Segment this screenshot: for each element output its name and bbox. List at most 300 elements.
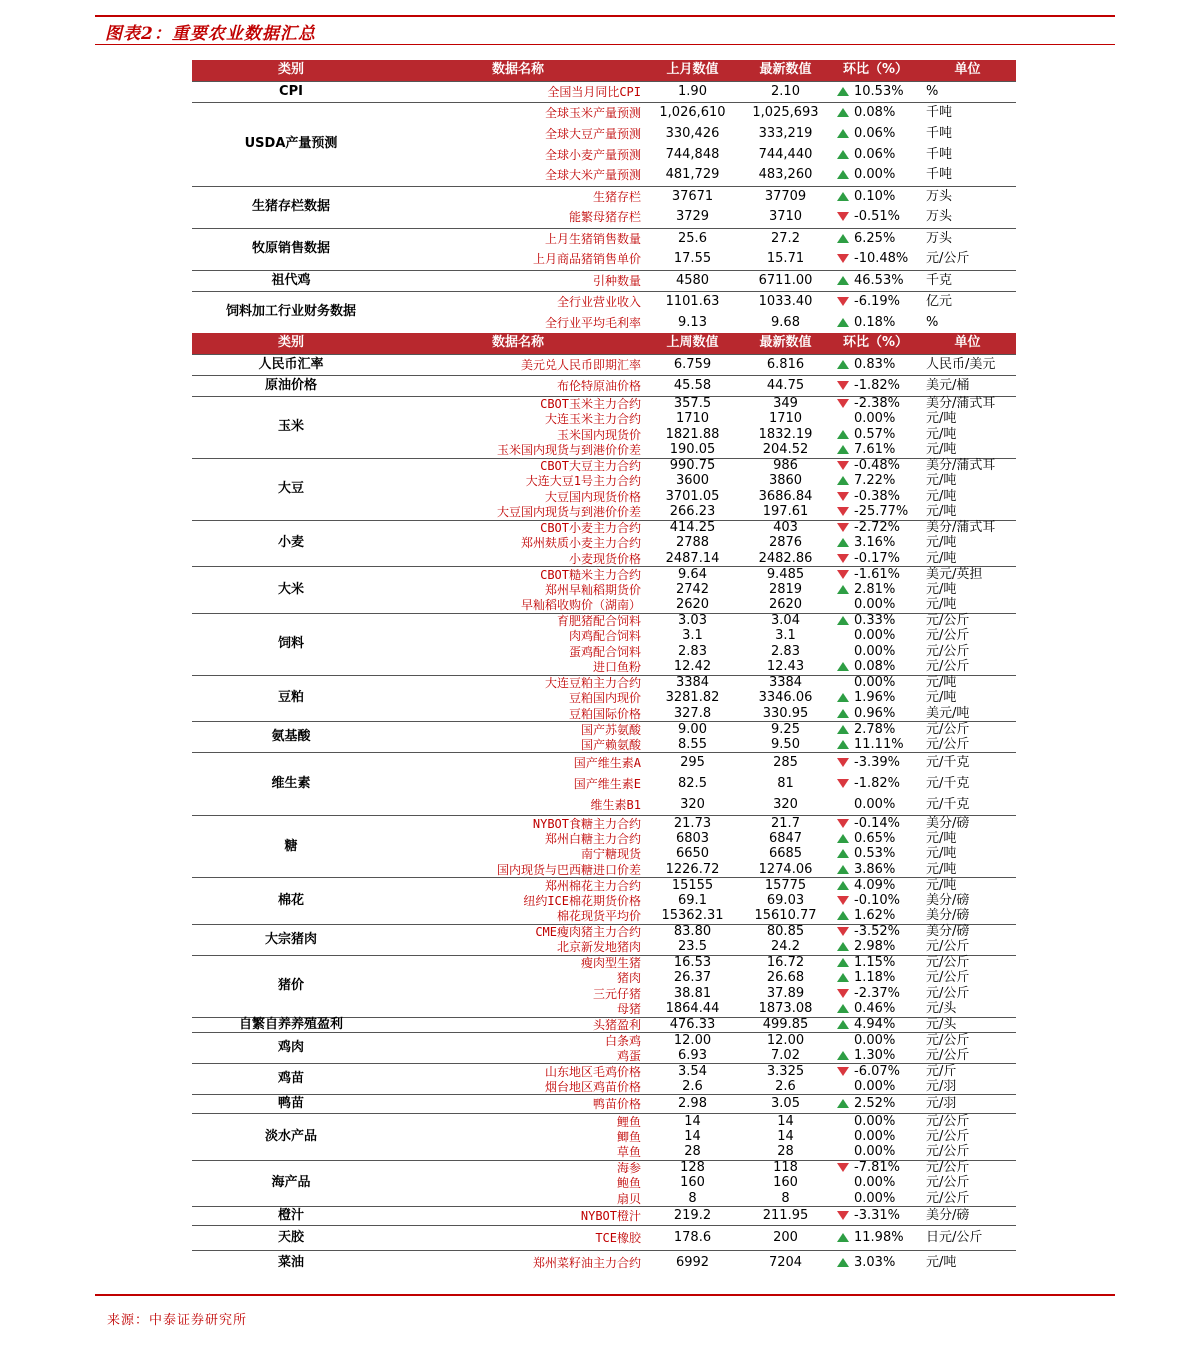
row-latest-value: 2.83 [771, 643, 800, 659]
row-unit: 美分/蒲式耳 [919, 520, 1016, 536]
row-change-cell [832, 722, 919, 738]
row-unit: 元/吨 [926, 581, 957, 597]
up-triangle-icon [836, 233, 850, 244]
row-unit: 元/公斤 [926, 643, 970, 659]
row-change-value: 0.00% [854, 643, 896, 659]
row-data-name: 郑州菜籽油主力合约 [390, 1251, 646, 1276]
row-prev-value: 160 [680, 1175, 705, 1191]
row-data-name: 大连豆粕主力合约 [390, 675, 646, 691]
row-prev-value: 6803 [675, 830, 710, 846]
row-data-name: 棉花现货平均价 [556, 909, 641, 923]
row-data-name: 国产赖氨酸 [580, 737, 641, 752]
row-category: 橙汁 [192, 1207, 390, 1226]
table-row [192, 102, 1016, 123]
row-latest-value: 26.68 [766, 970, 805, 986]
down-triangle-icon [836, 398, 850, 409]
row-change-value: 11.98% [854, 1230, 904, 1245]
row-prev-value: 9.64 [646, 567, 739, 583]
up-triangle-icon [836, 128, 850, 139]
row-change-value: 0.00% [854, 675, 896, 690]
row-unit: 元/公斤 [926, 1128, 970, 1144]
row-prev-value: 1,026,610 [646, 102, 739, 123]
row-prev-value: 3729 [675, 209, 710, 225]
row-change-value: -2.37% [854, 985, 900, 1001]
row-change-cell [832, 924, 919, 940]
row-latest-value: 2482.86 [758, 550, 813, 566]
down-triangle-icon [836, 757, 850, 768]
row-data-name: 国产维生素A [390, 753, 646, 774]
row-unit: 元/吨 [926, 690, 957, 706]
row-latest-value: 320 [773, 796, 798, 812]
row-change-value: 6.25% [854, 230, 896, 246]
row-data-name: CME瘦肉猪主力合约 [390, 924, 646, 940]
row-change-cell [832, 774, 919, 795]
row-change-cell [832, 1207, 919, 1226]
row-prev-value: 2.98 [646, 1095, 739, 1114]
row-change-value: 0.00% [854, 1128, 896, 1144]
row-latest-value: 2.6 [775, 1078, 796, 1094]
row-latest-value: 2620 [768, 597, 803, 612]
row-change-cell [832, 396, 919, 412]
row-latest-value: 6685 [768, 846, 803, 862]
row-prev-value: 1821.88 [665, 426, 720, 442]
row-latest-value: 12.00 [739, 1033, 832, 1049]
row-unit: 元/公斤 [926, 1175, 970, 1191]
row-change-value: 0.06% [854, 146, 896, 162]
row-unit: 美分/磅 [919, 924, 1016, 940]
row-prev-value: 12.00 [646, 1033, 739, 1049]
row-data-name: 肉鸡配合饲料 [568, 629, 641, 644]
row-latest-value: 333,219 [758, 125, 813, 141]
row-change-cell [832, 909, 919, 925]
row-category: 棉花 [192, 878, 390, 925]
row-change-value: 10.53% [854, 83, 904, 99]
up-triangle-icon [836, 880, 850, 891]
row-prev-value: 128 [646, 1160, 739, 1176]
down-triangle-icon [836, 211, 850, 222]
row-data-name: 鲫鱼 [616, 1129, 641, 1144]
header-prev-value: 上月数值 [646, 60, 739, 81]
row-latest-value: 3384 [739, 675, 832, 691]
up-triangle-icon [836, 1257, 850, 1268]
row-data-name: 育肥猪配合饲料 [390, 613, 646, 629]
table-row [192, 613, 1016, 629]
row-prev-value: 2620 [675, 597, 710, 612]
down-triangle-icon [836, 380, 850, 391]
row-category: 天胶 [192, 1226, 390, 1251]
row-data-name: 国产苏氨酸 [390, 722, 646, 738]
row-latest-value: 204.52 [762, 442, 809, 457]
row-data-name: 山东地区毛鸡价格 [390, 1064, 646, 1080]
row-prev-value: 3.54 [646, 1064, 739, 1080]
row-unit: 千吨 [926, 146, 953, 162]
row-prev-value: 14 [684, 1128, 701, 1144]
row-change-cell [832, 598, 919, 614]
up-triangle-icon [836, 941, 850, 952]
row-change-value: 2.81% [854, 581, 896, 597]
row-unit: 元/公斤 [926, 1190, 970, 1206]
row-prev-value: 28 [684, 1144, 701, 1159]
row-unit: 元/吨 [926, 535, 957, 551]
row-change-cell [832, 831, 919, 847]
up-triangle-icon [836, 833, 850, 844]
row-prev-value: 3701.05 [665, 488, 720, 504]
row-unit: 元/吨 [926, 488, 957, 504]
row-change-cell [832, 1145, 919, 1161]
blank-indicator [836, 1193, 850, 1204]
down-triangle-icon [836, 778, 850, 789]
blank-indicator [836, 1177, 850, 1188]
row-prev-value: 2788 [675, 535, 710, 551]
row-prev-value: 12.42 [673, 659, 712, 674]
row-unit: % [919, 81, 1016, 102]
row-latest-value: 8 [781, 1190, 790, 1206]
row-change-value: -1.61% [854, 566, 900, 582]
row-unit: 美分/磅 [919, 816, 1016, 832]
blank-indicator [836, 630, 850, 641]
row-data-name: 三元仔猪 [592, 986, 641, 1001]
row-category: 氨基酸 [192, 722, 390, 753]
row-change-cell [832, 816, 919, 832]
row-unit: 元/斤 [919, 1064, 1016, 1080]
row-prev-value: 6.759 [646, 354, 739, 375]
table-row [192, 520, 1016, 536]
row-change-value: 0.53% [854, 846, 896, 862]
row-change-cell [832, 291, 919, 312]
row-data-name: 烟台地区鸡苗价格 [544, 1079, 641, 1094]
row-category: 小麦 [192, 520, 390, 567]
row-change-cell [832, 412, 919, 428]
up-triangle-icon [836, 724, 850, 735]
row-unit: 元/羽 [926, 1078, 957, 1094]
table-row [192, 753, 1016, 774]
row-category: 自繁自养养殖盈利 [192, 1017, 390, 1033]
row-latest-value: 3.325 [739, 1064, 832, 1080]
up-triangle-icon [836, 910, 850, 921]
table-row [192, 186, 1016, 207]
row-unit: 元/吨 [926, 411, 957, 427]
row-prev-value: 1864.44 [665, 1001, 720, 1016]
row-latest-value: 27.2 [739, 228, 832, 249]
row-data-name: 生猪存栏 [390, 186, 646, 207]
down-triangle-icon [836, 1066, 850, 1077]
row-prev-value: 8.55 [678, 736, 707, 752]
row-data-name: 大连大豆1号主力合约 [525, 474, 641, 489]
row-prev-value: 4580 [646, 270, 739, 291]
row-latest-value: 21.7 [739, 816, 832, 832]
row-category: 牧原销售数据 [192, 228, 390, 270]
row-unit: 元/吨 [926, 504, 957, 519]
row-prev-value: 21.73 [646, 816, 739, 832]
row-change-value: 0.00% [854, 1078, 896, 1094]
row-prev-value: 219.2 [646, 1207, 739, 1226]
row-change-cell [832, 1176, 919, 1192]
up-triangle-icon [836, 359, 850, 370]
row-latest-value: 3.04 [739, 613, 832, 629]
up-triangle-icon [836, 537, 850, 548]
row-unit: 元/公斤 [919, 613, 1016, 629]
table-row [192, 816, 1016, 832]
row-latest-value: 37.89 [766, 985, 805, 1001]
row-unit: 千吨 [919, 102, 1016, 123]
row-change-cell [832, 582, 919, 598]
row-unit: 元/吨 [926, 442, 957, 457]
row-change-value: -3.39% [854, 755, 900, 771]
up-triangle-icon [836, 864, 850, 875]
row-data-name: 鸡蛋 [616, 1048, 641, 1063]
down-triangle-icon [836, 491, 850, 502]
row-data-name: 母猪 [616, 1002, 641, 1016]
row-change-value: -2.38% [854, 396, 900, 411]
down-triangle-icon [836, 1210, 850, 1221]
row-data-name: 北京新发地猪肉 [556, 940, 641, 954]
row-change-value: 0.96% [854, 705, 896, 721]
row-data-name: CBOT小麦主力合约 [390, 520, 646, 536]
row-change-value: 0.00% [854, 628, 896, 644]
row-latest-value: 403 [739, 520, 832, 536]
row-data-name: 白条鸡 [390, 1033, 646, 1049]
row-data-name: 维生素B1 [590, 797, 641, 812]
row-unit: 元/吨 [926, 550, 957, 566]
header-category: 类别 [192, 333, 390, 354]
row-change-cell [832, 249, 919, 270]
blank-indicator [836, 413, 850, 424]
row-category: USDA产量预测 [192, 102, 390, 186]
row-change-value: 1.30% [854, 1047, 896, 1063]
row-latest-value: 160 [773, 1175, 798, 1191]
up-triangle-icon [836, 615, 850, 626]
row-prev-value: 357.5 [646, 396, 739, 412]
down-triangle-icon [836, 522, 850, 533]
row-data-name: 郑州棉花主力合约 [390, 878, 646, 894]
row-prev-value: 14 [646, 1114, 739, 1130]
row-change-cell [832, 505, 919, 521]
down-triangle-icon [836, 506, 850, 517]
row-category: 玉米 [192, 396, 390, 458]
row-category: 饲料 [192, 613, 390, 675]
row-category: 猪价 [192, 955, 390, 1017]
up-triangle-icon [836, 1019, 850, 1030]
up-triangle-icon [836, 149, 850, 160]
down-triangle-icon [836, 895, 850, 906]
row-latest-value: 1710 [768, 411, 803, 427]
row-prev-value: 15155 [646, 878, 739, 894]
row-change-cell [832, 144, 919, 165]
row-change-value: 2.98% [854, 939, 896, 954]
row-latest-value: 16.72 [739, 955, 832, 971]
row-latest-value: 15.71 [766, 251, 805, 267]
row-unit: 万头 [919, 228, 1016, 249]
row-unit: 元/千克 [926, 776, 970, 791]
table-row [192, 722, 1016, 738]
row-unit: % [926, 314, 939, 330]
row-prev-value: 1.90 [646, 81, 739, 102]
up-triangle-icon [836, 739, 850, 750]
row-data-name: 布伦特原油价格 [390, 375, 646, 396]
row-unit: 万头 [926, 209, 953, 225]
row-change-cell [832, 458, 919, 474]
row-unit: 美分/蒲式耳 [919, 458, 1016, 474]
row-change-cell [832, 489, 919, 505]
row-change-cell [832, 1251, 919, 1276]
header-unit: 单位 [919, 333, 1016, 354]
row-prev-value: 990.75 [646, 458, 739, 474]
header-data-name: 数据名称 [390, 60, 646, 81]
blank-indicator [836, 599, 850, 610]
up-triangle-icon [836, 972, 850, 983]
row-unit: 千吨 [926, 125, 953, 141]
up-triangle-icon [836, 1232, 850, 1243]
up-triangle-icon [836, 444, 850, 455]
row-prev-value: 9.13 [678, 314, 707, 330]
title-rule [95, 44, 1115, 45]
row-unit: 元/公斤 [926, 251, 970, 267]
row-latest-value: 80.85 [739, 924, 832, 940]
row-change-value: 0.00% [854, 1032, 896, 1048]
row-data-name: 全球小麦产量预测 [544, 147, 641, 162]
row-unit: 元/公斤 [919, 1160, 1016, 1176]
row-change-cell [832, 536, 919, 552]
row-data-name: 郑州麸质小麦主力合约 [520, 536, 641, 551]
row-change-value: 0.57% [854, 426, 896, 442]
row-category: 大米 [192, 567, 390, 614]
source-note: 来源：中泰证券研究所 [107, 1313, 248, 1328]
row-data-name: 国产维生素E [573, 777, 641, 791]
row-prev-value: 295 [646, 753, 739, 774]
row-change-value: -1.82% [854, 377, 900, 393]
row-latest-value: 14 [739, 1114, 832, 1130]
row-latest-value: 37709 [739, 186, 832, 207]
table-row [192, 675, 1016, 691]
row-prev-value: 6992 [646, 1251, 739, 1276]
row-prev-value: 1101.63 [646, 291, 739, 312]
down-triangle-icon [836, 569, 850, 580]
table-row [192, 878, 1016, 894]
row-data-name: 玉米国内现货与到港价价差 [496, 443, 641, 457]
row-category: 大宗猪肉 [192, 924, 390, 955]
row-data-name: 扇贝 [616, 1191, 641, 1206]
table-row [192, 1160, 1016, 1176]
row-prev-value: 69.1 [678, 892, 707, 908]
row-unit: 元/公斤 [926, 1144, 970, 1159]
row-latest-value: 285 [739, 753, 832, 774]
row-latest-value: 7.02 [771, 1047, 800, 1063]
row-prev-value: 23.5 [678, 939, 707, 954]
row-latest-value: 28 [777, 1144, 794, 1159]
row-unit: 美元/英担 [919, 567, 1016, 583]
row-change-cell [832, 629, 919, 645]
row-change-value: 7.61% [854, 442, 896, 457]
row-unit: 元/千克 [919, 753, 1016, 774]
row-unit: 元/公斤 [926, 1047, 970, 1063]
row-unit: 亿元 [919, 291, 1016, 312]
row-change-cell [832, 474, 919, 490]
row-data-name: 豆粕国际价格 [568, 706, 641, 721]
row-change-value: -0.17% [854, 550, 900, 566]
blank-indicator [836, 1035, 850, 1046]
row-change-cell [832, 165, 919, 186]
row-latest-value: 3.05 [739, 1095, 832, 1114]
row-prev-value: 3.03 [646, 613, 739, 629]
row-change-cell [832, 1114, 919, 1130]
row-category: 淡水产品 [192, 1114, 390, 1161]
row-unit: 元/公斤 [919, 1114, 1016, 1130]
row-prev-value: 82.5 [678, 776, 707, 791]
row-latest-value: 3.1 [775, 628, 796, 644]
table-header-row [192, 60, 1016, 81]
row-latest-value: 197.61 [762, 504, 809, 519]
row-change-value: 0.18% [854, 314, 896, 330]
row-prev-value: 266.23 [669, 504, 716, 519]
row-data-name: 全国当月同比CPI [390, 81, 646, 102]
up-triangle-icon [836, 1098, 850, 1109]
row-unit: 元/吨 [926, 426, 957, 442]
row-data-name: 头猪盈利 [390, 1017, 646, 1033]
up-triangle-icon [836, 848, 850, 859]
table-row [192, 396, 1016, 412]
row-unit: 元/公斤 [919, 722, 1016, 738]
row-change-cell [832, 675, 919, 691]
table-row [192, 1251, 1016, 1276]
row-unit: 元/公斤 [926, 970, 970, 986]
row-data-name: NYBOT食糖主力合约 [390, 816, 646, 832]
table-header-row [192, 333, 1016, 354]
row-change-cell [832, 1129, 919, 1145]
row-data-name: 引种数量 [390, 270, 646, 291]
row-latest-value: 12.43 [766, 659, 805, 674]
row-change-value: -6.19% [854, 293, 900, 309]
header-change: 环比（%） [832, 60, 919, 81]
row-change-value: 3.03% [854, 1255, 896, 1271]
table-row [192, 291, 1016, 312]
row-latest-value: 483,260 [758, 167, 813, 183]
agri-data-table [192, 60, 1016, 1276]
row-latest-value: 200 [739, 1226, 832, 1251]
row-unit: 元/吨 [926, 473, 957, 489]
down-triangle-icon [836, 988, 850, 999]
row-change-cell [832, 270, 919, 291]
row-prev-value: 8 [688, 1190, 697, 1206]
row-latest-value: 6847 [768, 830, 803, 846]
blank-indicator [836, 646, 850, 657]
table-row [192, 1207, 1016, 1226]
row-unit: 元/头 [919, 1017, 1016, 1033]
table-row [192, 924, 1016, 940]
top-rule [95, 15, 1115, 17]
row-data-name: 国内现货与巴西糖进口价差 [496, 862, 641, 877]
row-unit: 千吨 [926, 167, 953, 183]
row-change-cell [832, 878, 919, 894]
down-triangle-icon [836, 818, 850, 829]
row-latest-value: 1832.19 [758, 426, 813, 442]
row-change-cell [832, 102, 919, 123]
row-latest-value: 1033.40 [739, 291, 832, 312]
row-unit: 元/公斤 [926, 628, 970, 644]
row-latest-value: 499.85 [739, 1017, 832, 1033]
row-data-name: 鸭苗价格 [390, 1095, 646, 1114]
row-change-value: 1.96% [854, 690, 896, 706]
up-triangle-icon [836, 661, 850, 672]
row-change-cell [832, 613, 919, 629]
row-prev-value: 481,729 [665, 167, 720, 183]
row-change-value: -3.52% [854, 924, 900, 939]
row-category: 饲料加工行业财务数据 [192, 291, 390, 333]
row-change-value: 0.00% [854, 1144, 896, 1159]
up-triangle-icon [836, 1003, 850, 1014]
row-latest-value: 24.2 [771, 939, 800, 954]
row-category: 豆粕 [192, 675, 390, 722]
row-data-name: 瘦肉型生猪 [390, 955, 646, 971]
